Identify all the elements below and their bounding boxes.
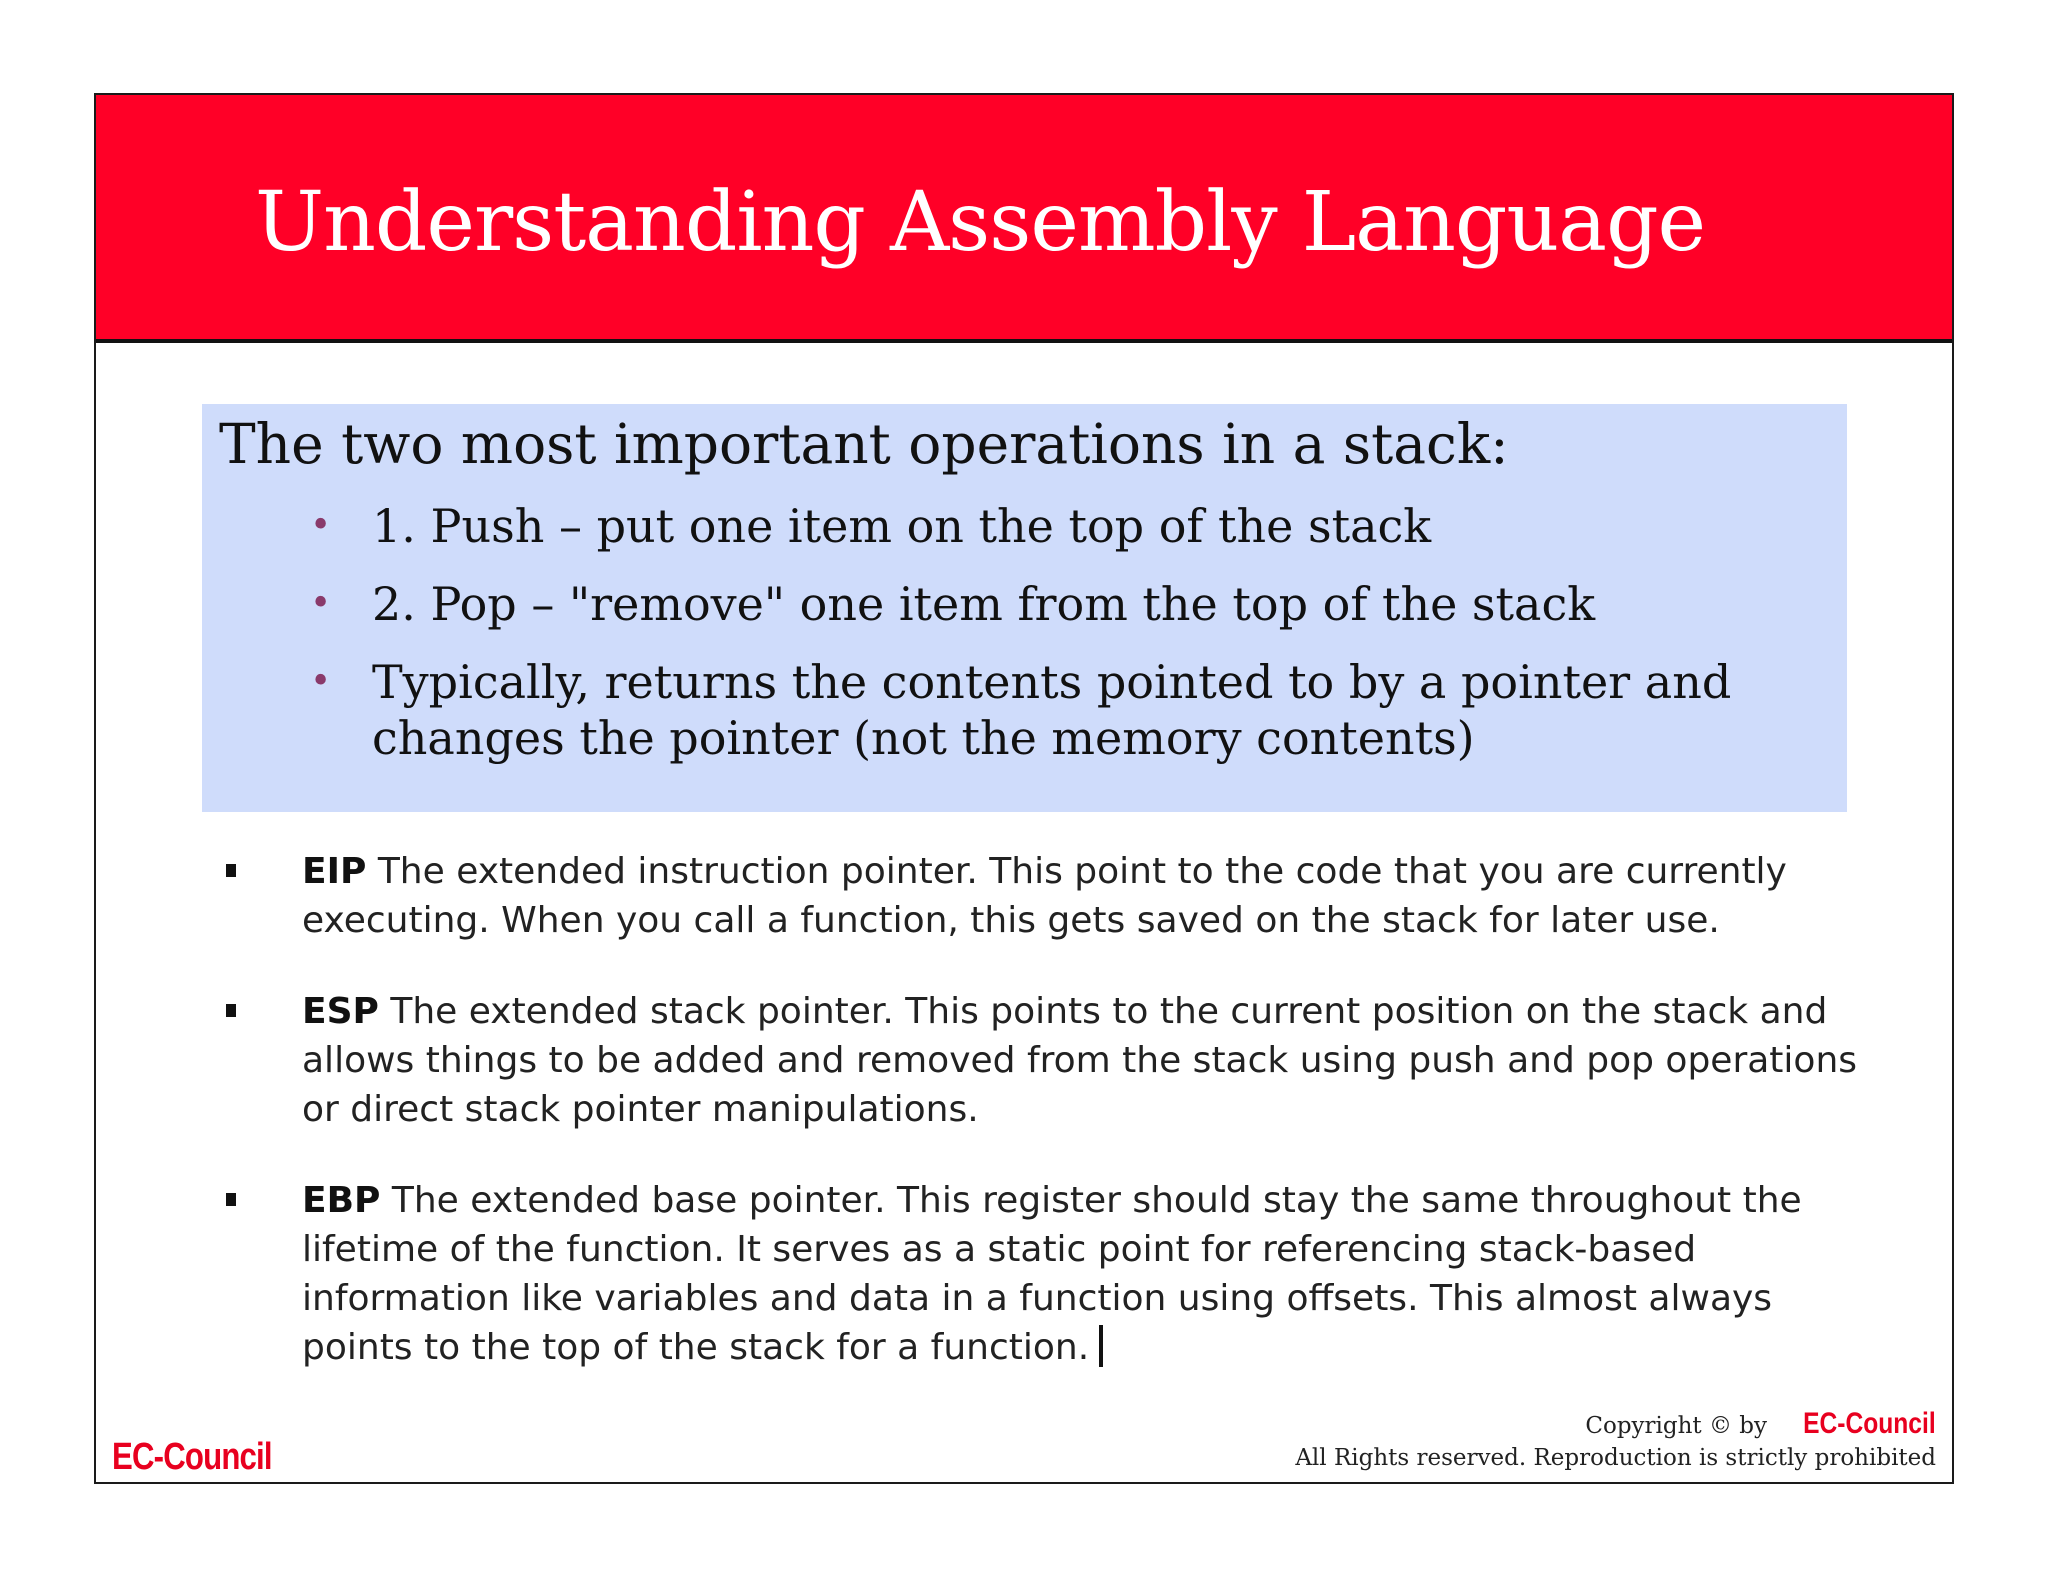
stack-item-text: Typically, returns the contents pointed to by a pointer and changes the pointer (not the memory contents) [372,655,1732,765]
stack-operations-heading: The two most important operations in a stack: [219,412,1509,476]
copyright-line [1295,1408,1936,1442]
bullet-dot-icon: • [310,661,332,702]
bullet-dot-icon: • [310,583,332,624]
stack-item-pop [310,576,1810,632]
stack-operations-list [310,498,1810,788]
register-item-eip [226,847,1866,945]
copyright-notice [1295,1408,1936,1474]
register-item-esp [226,987,1866,1134]
register-name: EIP [302,851,367,892]
text-cursor [1099,1325,1103,1367]
stack-item-push [310,498,1810,554]
rights-line: All Rights reserved. Reproduction is strictly prohibited [1295,1445,1936,1471]
stack-item-text: 2. Pop – "remove" one item from the top of the stack [372,577,1596,631]
copyright-brand: EC-Council [1803,1407,1936,1440]
square-bullet-icon [226,1004,236,1017]
stack-operations-box [202,404,1847,812]
bullet-dot-icon: • [310,505,332,546]
slide [94,93,1954,1484]
register-description: The extended instruction pointer. This point to the code that you are currently executing. When you call a function, this gets saved on the stack for later use. [302,851,1787,941]
register-description: The extended base pointer. This register should stay the same throughout the lifetime of the function. It serves as a static point for referencing stack-based information like variables and data in a function using offsets. This almost always points to the top of the stack for a function. [302,1180,1802,1368]
copyright-prefix: Copyright © by [1585,1413,1775,1439]
title-bar [96,95,1952,343]
register-name: EBP [302,1180,381,1221]
stack-item-returns [310,654,1810,766]
register-item-ebp [226,1176,1866,1372]
stack-item-text: 1. Push – put one item on the top of the stack [372,499,1432,553]
register-description: The extended stack pointer. This points to the current position on the stack and allows things to be added and removed from the stack using push and pop operations or direct stack pointer manipulations. [302,991,1858,1130]
square-bullet-icon [226,864,236,877]
ec-council-logo: EC-Council [112,1436,272,1478]
square-bullet-icon [226,1193,236,1206]
register-list [226,847,1866,1414]
register-name: ESP [302,991,379,1032]
slide-title: Understanding Assembly Language [255,175,1706,270]
